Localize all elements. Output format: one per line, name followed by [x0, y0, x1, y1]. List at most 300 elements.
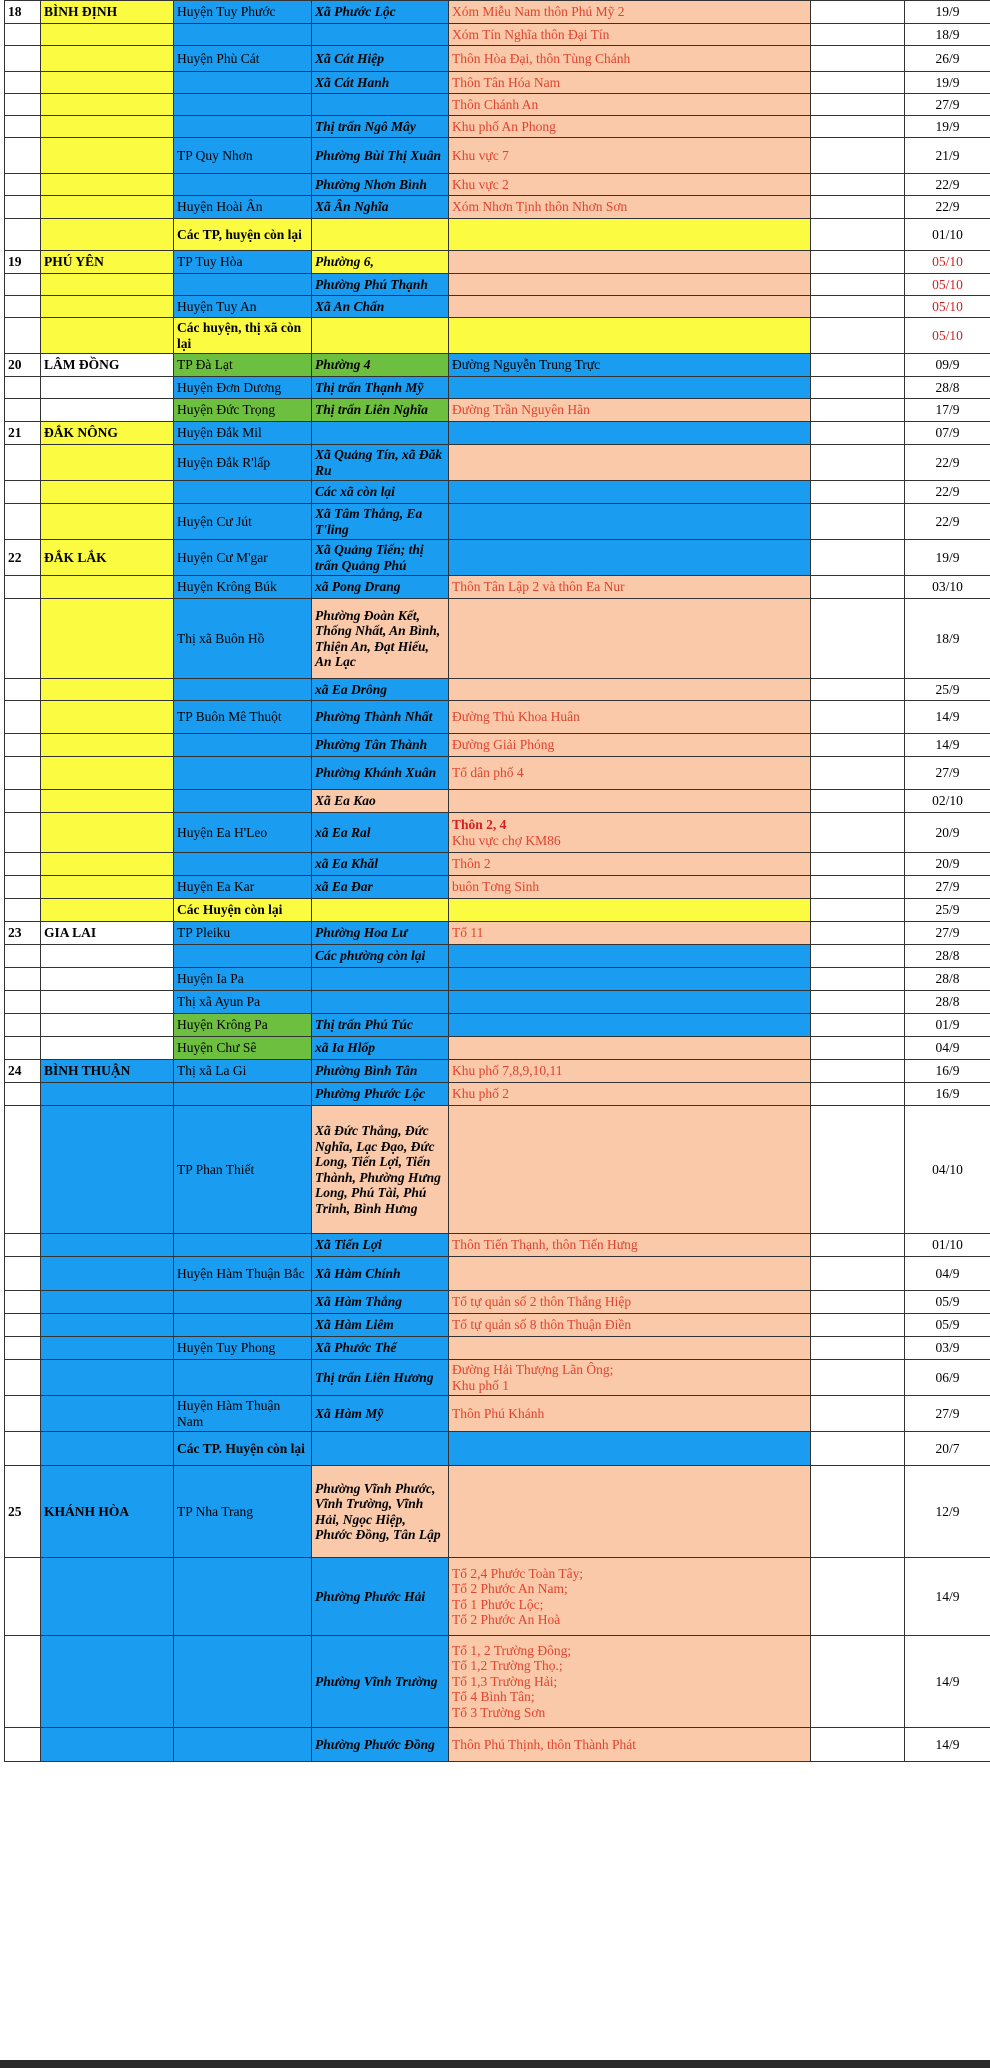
table-row [5, 481, 990, 504]
area-line: Xóm Nhơn Tịnh thôn Nhơn Sơn [452, 199, 628, 215]
row-number-cell [5, 116, 41, 138]
row-number-cell [5, 1014, 41, 1037]
ward-cell: Phường Nhơn Bình [312, 174, 449, 196]
blank-cell [811, 876, 905, 899]
row-number-cell [5, 274, 41, 296]
table-row [5, 46, 990, 72]
district-cell [174, 1234, 312, 1257]
area-cell [449, 1558, 811, 1636]
ward-cell: xã Ea Ral [312, 813, 449, 853]
blank-cell [811, 813, 905, 853]
row-number-cell: 18 [5, 1, 41, 24]
date-cell: 21/9 [905, 138, 990, 174]
blank-cell [811, 174, 905, 196]
table-row [5, 1, 990, 24]
area-line: Đường Trần Nguyên Hãn [452, 402, 590, 418]
province-cell [41, 991, 174, 1014]
table-row [5, 1337, 990, 1360]
table-row [5, 1060, 990, 1083]
blank-cell [811, 1432, 905, 1466]
date-cell: 19/9 [905, 72, 990, 94]
table-row [5, 422, 990, 445]
ward-cell: Xã Quảng Tiến; thị trấn Quảng Phú [312, 540, 449, 576]
table-row [5, 599, 990, 679]
row-number-cell [5, 318, 41, 354]
ward-cell: Thị trấn Liên Hương [312, 1360, 449, 1396]
blank-cell [811, 1060, 905, 1083]
row-number-cell [5, 853, 41, 876]
province-cell [41, 599, 174, 679]
province-cell [41, 813, 174, 853]
ward-cell: Phường Bình Tân [312, 1060, 449, 1083]
ward-cell: Phường Thành Nhất [312, 701, 449, 734]
date-cell: 04/10 [905, 1106, 990, 1234]
date-cell: 18/9 [905, 24, 990, 46]
area-line: Khu phố 2 [452, 1086, 509, 1102]
province-cell: PHÚ YÊN [41, 251, 174, 274]
province-cell [41, 399, 174, 422]
district-cell [174, 72, 312, 94]
district-cell [174, 1728, 312, 1762]
blank-cell [811, 540, 905, 576]
table-row [5, 24, 990, 46]
blank-cell [811, 1636, 905, 1728]
district-cell: TP Pleiku [174, 922, 312, 945]
table-row [5, 94, 990, 116]
table-row [5, 274, 990, 296]
blank-cell [811, 1234, 905, 1257]
blank-cell [811, 899, 905, 922]
area-line: buôn Tơng Sinh [452, 879, 540, 895]
row-number-cell: 19 [5, 251, 41, 274]
date-cell: 14/9 [905, 1636, 990, 1728]
table-row [5, 576, 990, 599]
table-row [5, 540, 990, 576]
row-number-cell: 20 [5, 354, 41, 377]
row-number-cell [5, 481, 41, 504]
table-row [5, 138, 990, 174]
province-cell [41, 46, 174, 72]
date-cell: 28/8 [905, 945, 990, 968]
table-row [5, 734, 990, 757]
district-cell: Huyện Đắk R'lấp [174, 445, 312, 481]
date-cell: 14/9 [905, 1558, 990, 1636]
province-cell [41, 576, 174, 599]
date-cell: 04/9 [905, 1037, 990, 1060]
date-cell: 14/9 [905, 1728, 990, 1762]
date-cell: 27/9 [905, 876, 990, 899]
date-cell: 20/9 [905, 813, 990, 853]
blank-cell [811, 576, 905, 599]
date-cell: 05/10 [905, 274, 990, 296]
district-cell: Huyện Đắk Mil [174, 422, 312, 445]
area-cell [449, 757, 811, 790]
table-row [5, 72, 990, 94]
province-cell [41, 219, 174, 251]
ward-cell: Thị trấn Liên Nghĩa [312, 399, 449, 422]
table-row [5, 1291, 990, 1314]
date-cell: 19/9 [905, 540, 990, 576]
ward-cell [312, 899, 449, 922]
district-cell: Huyện Hàm Thuận Nam [174, 1396, 312, 1432]
blank-cell [811, 481, 905, 504]
ward-cell: Xã Cát Hiệp [312, 46, 449, 72]
table-row [5, 219, 990, 251]
ward-cell: xã Ia Hlốp [312, 1037, 449, 1060]
ward-cell: Xã Hàm Chính [312, 1257, 449, 1291]
table-row [5, 354, 990, 377]
blank-cell [811, 922, 905, 945]
district-cell [174, 679, 312, 701]
blank-cell [811, 274, 905, 296]
area-cell [449, 576, 811, 599]
area-line: Tổ 1, 2 Trường Đông; [452, 1642, 572, 1658]
area-cell [449, 116, 811, 138]
blank-cell [811, 318, 905, 354]
province-cell [41, 1014, 174, 1037]
area-cell [449, 1636, 811, 1728]
blank-cell [811, 504, 905, 540]
ward-cell: Xã An Chấn [312, 296, 449, 318]
area-line: Tổ 1,2 Trường Thọ.; [452, 1658, 563, 1674]
province-cell [41, 679, 174, 701]
ward-cell: Phường Hoa Lư [312, 922, 449, 945]
blank-cell [811, 1314, 905, 1337]
area-cell [449, 1466, 811, 1558]
area-cell [449, 174, 811, 196]
row-number-cell [5, 701, 41, 734]
area-cell [449, 196, 811, 219]
ward-cell: Phường Tân Thành [312, 734, 449, 757]
province-cell: GIA LAI [41, 922, 174, 945]
area-line: Thôn Hòa Đại, thôn Tùng Chánh [452, 50, 631, 66]
blank-cell [811, 790, 905, 813]
province-cell: KHÁNH HÒA [41, 1466, 174, 1558]
area-cell [449, 1106, 811, 1234]
province-cell [41, 945, 174, 968]
province-cell [41, 1291, 174, 1314]
ward-cell [312, 968, 449, 991]
area-cell [449, 1257, 811, 1291]
area-line: Thôn Chánh An [452, 96, 539, 112]
ward-cell: Các phường còn lại [312, 945, 449, 968]
row-number-cell [5, 46, 41, 72]
ward-cell: Thị trấn Ngô Mây [312, 116, 449, 138]
area-line: Khu vực chợ KM86 [452, 832, 561, 848]
blank-cell [811, 1, 905, 24]
date-cell: 01/9 [905, 1014, 990, 1037]
ward-cell: Phường Phước Hải [312, 1558, 449, 1636]
table-body [5, 1, 990, 1762]
province-cell [41, 174, 174, 196]
district-cell [174, 274, 312, 296]
table-row [5, 790, 990, 813]
row-number-cell: 25 [5, 1466, 41, 1558]
date-cell: 05/10 [905, 318, 990, 354]
district-cell: Huyện Hoài Ân [174, 196, 312, 219]
ward-cell: Phường Phước Lộc [312, 1083, 449, 1106]
district-cell: Các huyện, thị xã còn lại [174, 318, 312, 354]
table-row [5, 1257, 990, 1291]
ward-cell: xã Ea Khăl [312, 853, 449, 876]
blank-cell [811, 1291, 905, 1314]
row-number-cell [5, 576, 41, 599]
date-cell: 17/9 [905, 399, 990, 422]
row-number-cell [5, 1234, 41, 1257]
province-cell [41, 138, 174, 174]
district-cell [174, 94, 312, 116]
district-cell: Huyện Phù Cát [174, 46, 312, 72]
area-line: Khu vực 2 [452, 176, 509, 192]
ward-cell: Phường Khánh Xuân [312, 757, 449, 790]
ward-cell [312, 991, 449, 1014]
province-cell: LÂM ĐỒNG [41, 354, 174, 377]
area-cell [449, 46, 811, 72]
row-number-cell [5, 968, 41, 991]
date-cell: 05/9 [905, 1291, 990, 1314]
district-cell [174, 116, 312, 138]
district-cell: Các Huyện còn lại [174, 899, 312, 922]
area-cell [449, 504, 811, 540]
area-cell [449, 1360, 811, 1396]
bottom-edge [0, 2060, 990, 2068]
table-row [5, 1466, 990, 1558]
date-cell: 27/9 [905, 1396, 990, 1432]
ward-cell: Xã Phước Lộc [312, 1, 449, 24]
area-cell [449, 1396, 811, 1432]
district-cell [174, 24, 312, 46]
blank-cell [811, 599, 905, 679]
district-cell: Huyện Tuy Phong [174, 1337, 312, 1360]
row-number-cell [5, 377, 41, 399]
area-line: Đường Giải Phóng [452, 737, 555, 753]
province-cell [41, 1360, 174, 1396]
area-cell [449, 1060, 811, 1083]
ward-cell: Xã Quảng Tín, xã Đăk Ru [312, 445, 449, 481]
district-cell: Các TP. Huyện còn lại [174, 1432, 312, 1466]
ward-cell: Phường Phú Thạnh [312, 274, 449, 296]
date-cell: 04/9 [905, 1257, 990, 1291]
blank-cell [811, 1257, 905, 1291]
table-row [5, 813, 990, 853]
district-cell [174, 790, 312, 813]
table-row [5, 1014, 990, 1037]
area-line: Tổ 3 Trường Sơn [452, 1704, 546, 1720]
province-cell [41, 1728, 174, 1762]
area-line: Thôn Phú Thịnh, thôn Thành Phát [452, 1736, 637, 1752]
blank-cell [811, 1728, 905, 1762]
ward-cell [312, 94, 449, 116]
date-cell: 28/8 [905, 377, 990, 399]
row-number-cell [5, 219, 41, 251]
area-cell [449, 968, 811, 991]
date-cell: 25/9 [905, 679, 990, 701]
table-row [5, 377, 990, 399]
row-number-cell [5, 1396, 41, 1432]
province-cell [41, 377, 174, 399]
blank-cell [811, 1083, 905, 1106]
date-cell: 22/9 [905, 481, 990, 504]
area-cell [449, 701, 811, 734]
table-row [5, 757, 990, 790]
row-number-cell [5, 790, 41, 813]
date-cell: 05/10 [905, 251, 990, 274]
date-cell: 01/10 [905, 219, 990, 251]
province-cell [41, 1396, 174, 1432]
province-cell [41, 757, 174, 790]
date-cell: 22/9 [905, 504, 990, 540]
row-number-cell: 21 [5, 422, 41, 445]
table-row [5, 922, 990, 945]
province-cell [41, 1257, 174, 1291]
area-line: Tổ 1,3 Trường Hải; [452, 1673, 558, 1689]
area-cell [449, 876, 811, 899]
area-cell [449, 318, 811, 354]
district-cell: Huyện Tuy An [174, 296, 312, 318]
district-cell [174, 174, 312, 196]
ward-cell: Phường 4 [312, 354, 449, 377]
ward-cell: xã Pong Drang [312, 576, 449, 599]
blank-cell [811, 399, 905, 422]
area-cell [449, 1728, 811, 1762]
table-row [5, 116, 990, 138]
table-row [5, 1083, 990, 1106]
blank-cell [811, 1337, 905, 1360]
ward-cell: Xã Hàm Mỹ [312, 1396, 449, 1432]
row-number-cell [5, 1337, 41, 1360]
date-cell: 16/9 [905, 1060, 990, 1083]
table-row [5, 174, 990, 196]
province-cell [41, 853, 174, 876]
ward-cell: Xã Cát Hanh [312, 72, 449, 94]
area-cell [449, 72, 811, 94]
province-cell [41, 1234, 174, 1257]
area-line: Thôn Tân Lập 2 và thôn Ea Nur [452, 579, 625, 595]
ward-cell: Xã Tâm Thắng, Ea T'ling [312, 504, 449, 540]
table-row [5, 1728, 990, 1762]
row-number-cell [5, 138, 41, 174]
province-cell [41, 504, 174, 540]
area-cell [449, 540, 811, 576]
province-cell [41, 1558, 174, 1636]
blank-cell [811, 1106, 905, 1234]
district-cell [174, 757, 312, 790]
blank-cell [811, 757, 905, 790]
area-line: Tổ tự quản số 8 thôn Thuận Điền [452, 1317, 632, 1333]
date-cell: 28/8 [905, 968, 990, 991]
row-number-cell [5, 813, 41, 853]
row-number-cell [5, 1314, 41, 1337]
area-line: Đường Thủ Khoa Huân [452, 709, 580, 725]
table-row [5, 701, 990, 734]
ward-cell [312, 422, 449, 445]
ward-cell: Xã Đức Thắng, Đức Nghĩa, Lạc Đạo, Đức Long, Tiến Lợi, Tiến Thành, Phường Hưng Long, Phú Tài, Phú Trinh, Bình Hưng [312, 1106, 449, 1234]
province-cell [41, 72, 174, 94]
province-cell: ĐẮK NÔNG [41, 422, 174, 445]
ward-cell [312, 318, 449, 354]
area-cell [449, 599, 811, 679]
area-cell [449, 24, 811, 46]
blank-cell [811, 296, 905, 318]
table-row [5, 1396, 990, 1432]
area-cell [449, 274, 811, 296]
area-line: Tổ tự quản số 2 thôn Thắng Hiệp [452, 1294, 632, 1310]
district-cell: TP Buôn Mê Thuột [174, 701, 312, 734]
area-cell [449, 445, 811, 481]
area-line: Thôn Phú Khánh [452, 1405, 545, 1421]
district-cell: Thị xã Ayun Pa [174, 991, 312, 1014]
district-cell: TP Quy Nhơn [174, 138, 312, 174]
date-cell: 19/9 [905, 116, 990, 138]
area-line: Tổ dân phố 4 [452, 765, 524, 781]
district-cell: TP Đà Lạt [174, 354, 312, 377]
blank-cell [811, 701, 905, 734]
row-number-cell [5, 94, 41, 116]
date-cell: 05/10 [905, 296, 990, 318]
district-cell [174, 1291, 312, 1314]
ward-cell: Xã Tiến Lợi [312, 1234, 449, 1257]
area-line: Tổ 2 Phước An Hoà [452, 1612, 561, 1628]
row-number-cell [5, 1083, 41, 1106]
row-number-cell: 23 [5, 922, 41, 945]
table-row [5, 899, 990, 922]
district-cell [174, 481, 312, 504]
table-row [5, 1106, 990, 1234]
area-cell [449, 853, 811, 876]
province-cell: BÌNH THUẬN [41, 1060, 174, 1083]
area-line: Đường Hải Thượng Lãn Ông; [452, 1362, 614, 1378]
ward-cell: Xã Hàm Thắng [312, 1291, 449, 1314]
blank-cell [811, 968, 905, 991]
area-cell [449, 790, 811, 813]
district-cell [174, 1636, 312, 1728]
table-row [5, 991, 990, 1014]
province-cell [41, 701, 174, 734]
date-cell: 27/9 [905, 757, 990, 790]
blank-cell [811, 853, 905, 876]
blank-cell [811, 116, 905, 138]
area-line: Khu phố 7,8,9,10,11 [452, 1063, 563, 1079]
area-cell [449, 679, 811, 701]
area-line: Thôn 2, 4 [452, 817, 507, 833]
area-line: Đường Nguyễn Trung Trực [452, 357, 601, 373]
district-cell: Huyện Ea H'Leo [174, 813, 312, 853]
date-cell: 27/9 [905, 94, 990, 116]
blank-cell [811, 991, 905, 1014]
row-number-cell [5, 1106, 41, 1234]
district-cell [174, 1558, 312, 1636]
province-cell [41, 116, 174, 138]
ward-cell: xã Ea Đar [312, 876, 449, 899]
area-cell [449, 481, 811, 504]
area-line: Thôn 2 [452, 856, 491, 872]
row-number-cell [5, 1291, 41, 1314]
district-cell [174, 853, 312, 876]
table-row [5, 1636, 990, 1728]
blank-cell [811, 354, 905, 377]
row-number-cell [5, 24, 41, 46]
blank-cell [811, 72, 905, 94]
date-cell: 19/9 [905, 1, 990, 24]
row-number-cell [5, 1432, 41, 1466]
area-line: Khu vực 7 [452, 147, 509, 163]
table-row [5, 876, 990, 899]
province-cell [41, 94, 174, 116]
ward-cell [312, 219, 449, 251]
blank-cell [811, 1014, 905, 1037]
district-cell: Các TP, huyện còn lại [174, 219, 312, 251]
table-row [5, 1432, 990, 1466]
